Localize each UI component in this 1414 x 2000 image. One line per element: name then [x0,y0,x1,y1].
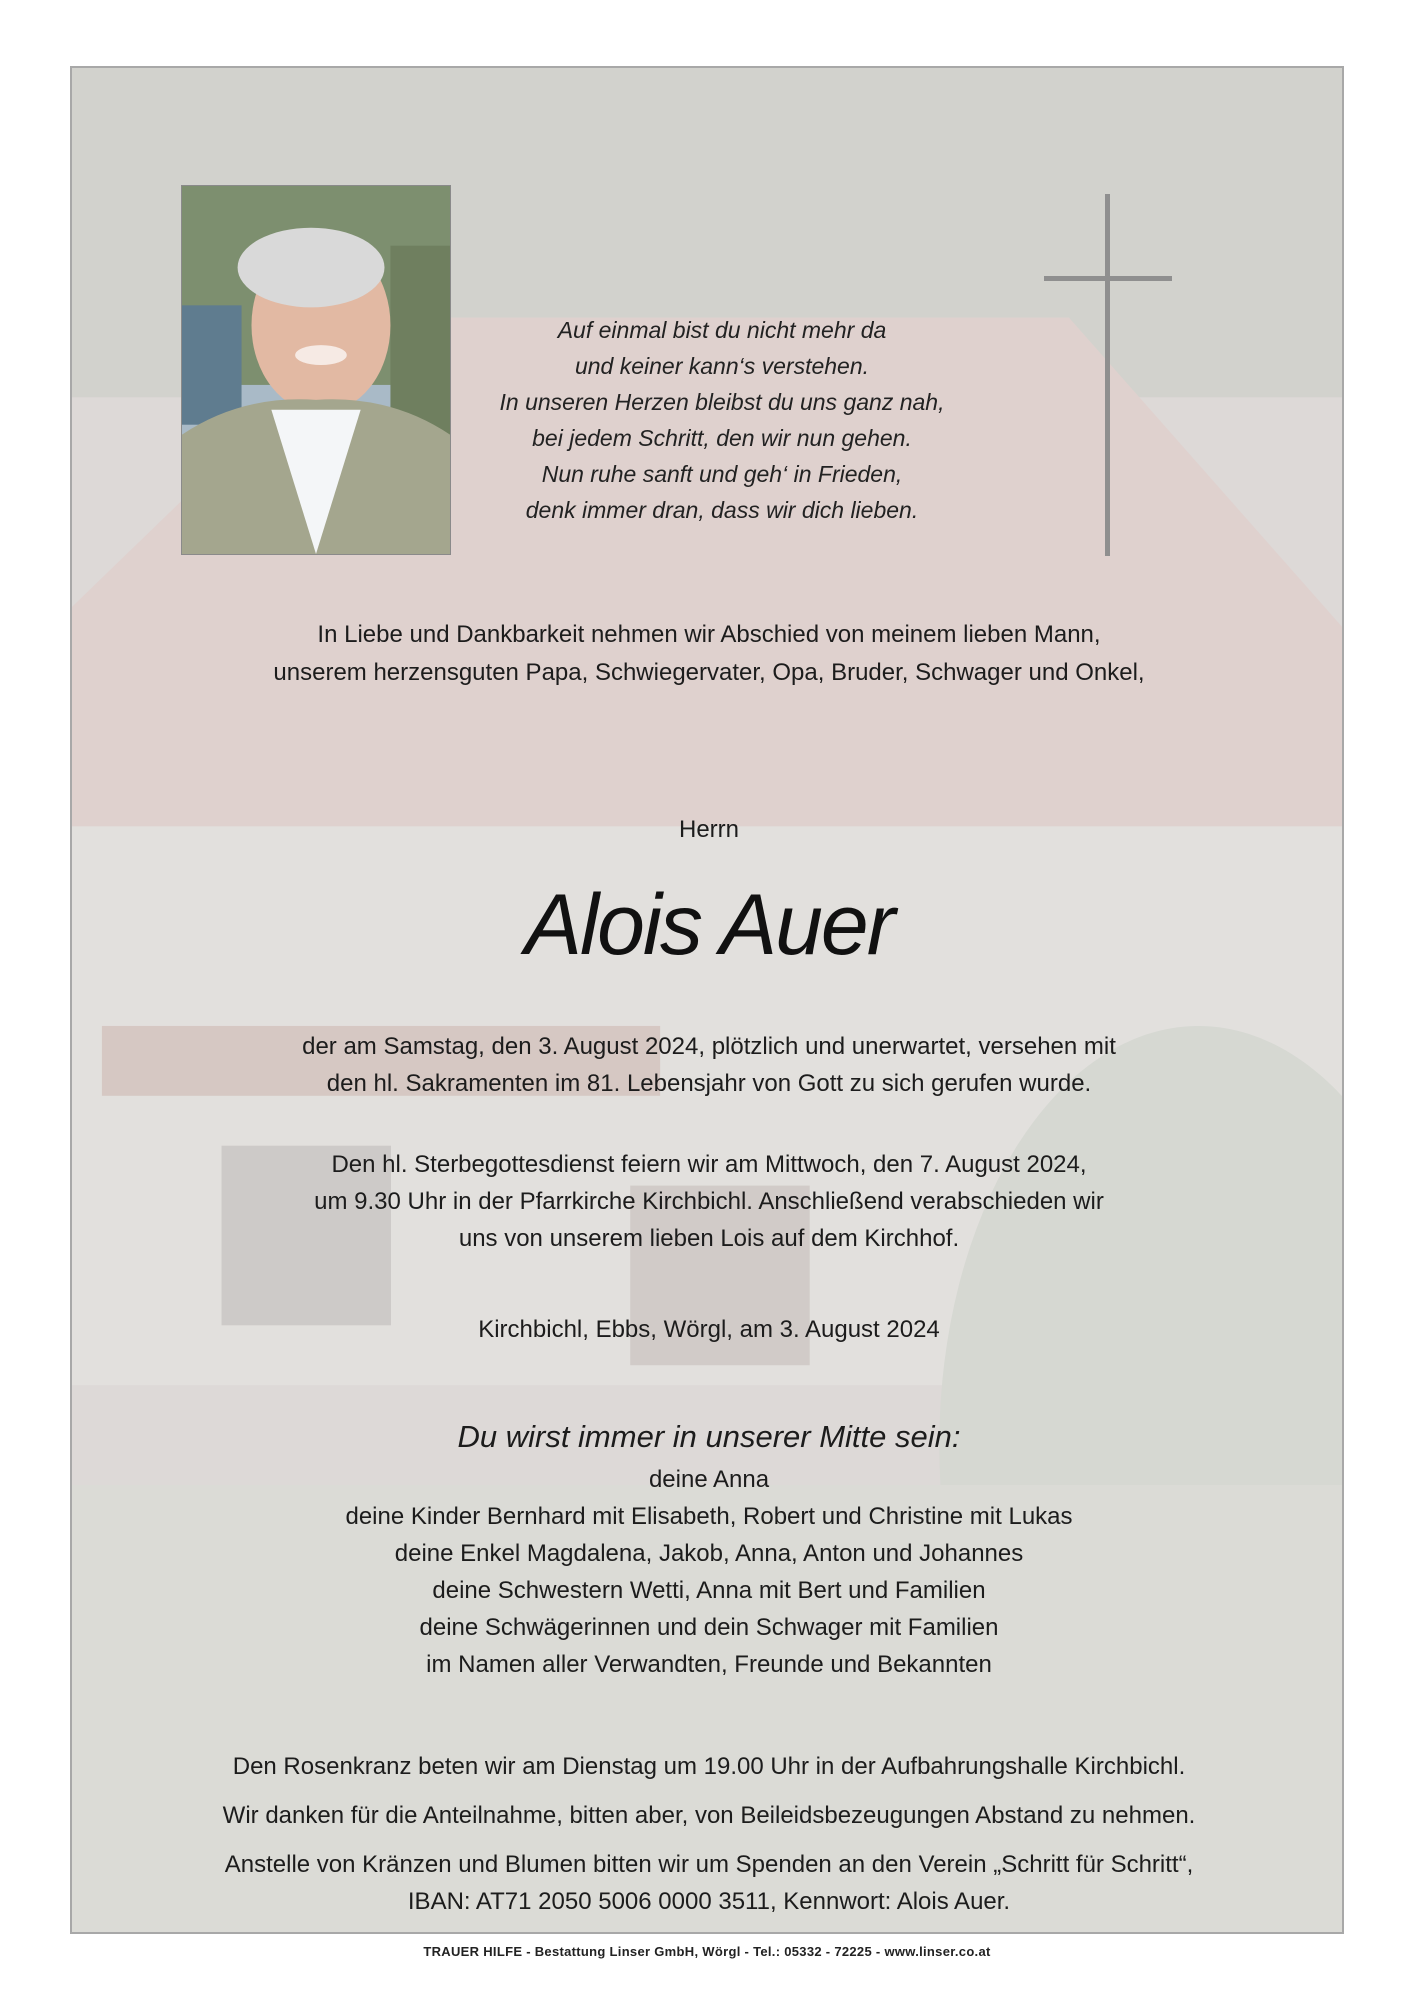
poem-line: und keiner kann‘s verstehen. [574,353,870,379]
thanks-note: Wir danken für die Anteilnahme, bitten aber, von Beileidsbezeugungen Abstand zu nehmen. [222,1802,1196,1829]
mourner-line: deine Anna [648,1466,770,1493]
service-line: um 9.30 Uhr in der Pfarrkirche Kirchbichl. Anschließend verabschieden wir [314,1188,1104,1215]
donation-iban: IBAN: AT71 2050 5006 0000 3511, Kennwort: Alois Auer. [407,1888,1011,1915]
poem-line: Auf einmal bist du nicht mehr da [557,317,887,343]
death-line: den hl. Sakramenten im 81. Lebensjahr von Gott zu sich gerufen wurde. [326,1070,1092,1097]
poem-line: denk immer dran, dass wir dich lieben. [525,497,919,523]
poem-line: bei jedem Schritt, den wir nun gehen. [532,425,912,451]
poem-line: In unseren Herzen bleibst du uns ganz nah, [499,389,945,415]
death-line: der am Samstag, den 3. August 2024, plötzlich und unerwartet, versehen mit [302,1033,1116,1060]
intro-line: In Liebe und Dankbarkeit nehmen wir Abschied von meinem lieben Mann, [317,621,1101,648]
place-and-date: Kirchbichl, Ebbs, Wörgl, am 3. August 2024 [478,1316,940,1343]
salutation: Herrn [678,816,739,843]
farewell-intro [72,616,1344,692]
funeral-service-notice [72,1146,1344,1257]
mourners-list [72,1461,1344,1683]
funeral-home-footer: TRAUER HILFE - Bestattung Linser GmbH, Wörgl - Tel.: 05332 - 72225 - www.linser.co.at [423,1944,991,1959]
latin-cross-icon [1044,194,1172,556]
portrait-photo [181,185,451,555]
service-line: uns von unserem lieben Lois auf dem Kirchhof. [458,1225,960,1252]
closing-notes [72,1748,1344,1920]
deceased-name: Alois Auer [524,877,894,973]
mourner-line: deine Schwestern Wetti, Anna mit Bert und Familien [432,1577,986,1604]
service-line: Den hl. Sterbegottesdienst feiern wir am Mittwoch, den 7. August 2024, [331,1151,1087,1178]
intro-line: unserem herzensguten Papa, Schwiegervater, Opa, Bruder, Schwager und Onkel, [273,659,1145,686]
mourner-line: deine Kinder Bernhard mit Elisabeth, Robert und Christine mit Lukas [345,1503,1073,1530]
obituary-card [70,66,1344,1934]
death-notice [72,1028,1344,1102]
mourner-line: im Namen aller Verwandten, Freunde und Bekannten [426,1651,992,1678]
memorial-poem [492,312,952,528]
rosary-note: Den Rosenkranz beten wir am Dienstag um 19.00 Uhr in der Aufbahrungshalle Kirchbichl. [232,1753,1186,1780]
donation-note: Anstelle von Kränzen und Blumen bitten wir um Spenden an den Verein „Schritt für Schritt“, [224,1851,1194,1878]
mourner-line: deine Schwägerinnen und dein Schwager mit Familien [419,1614,999,1641]
poem-line: Nun ruhe sanft und geh‘ in Frieden, [541,461,903,487]
mourners-heading: Du wirst immer in unserer Mitte sein: [457,1419,961,1454]
mourner-line: deine Enkel Magdalena, Jakob, Anna, Anton und Johannes [394,1540,1024,1567]
